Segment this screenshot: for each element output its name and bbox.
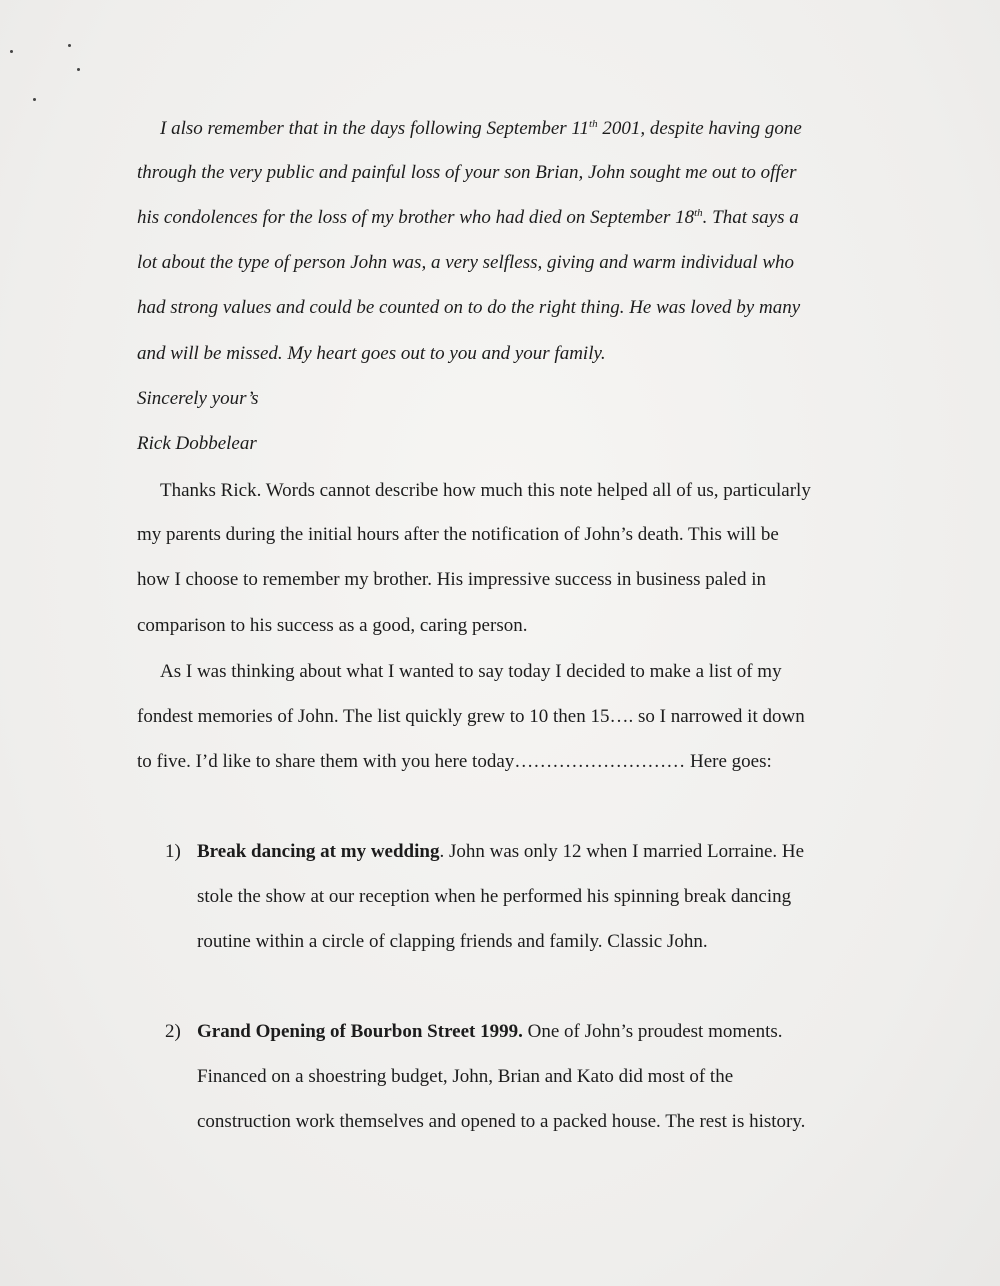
list-item-1-line-2: stole the show at our reception when he performed his spinning break dancing	[197, 886, 792, 907]
letter-line-3: his condolences for the loss of my brother who had died on September 18th. That says a	[137, 207, 799, 228]
letter-line-4: lot about the type of person John was, a very selfless, giving and warm individual who	[137, 252, 795, 273]
list-item-2-title: Grand Opening of Bourbon Street 1999.	[197, 1021, 523, 1042]
para2-line-3: to five. I’d like to share them with you here today……………………… Here goes:	[137, 751, 772, 772]
letter-line-6: and will be missed. My heart goes out to you and your family.	[137, 343, 606, 364]
para1-line-3: how I choose to remember my brother. His impressive success in business paled in	[137, 569, 766, 590]
letter-closing: Sincerely your’s	[137, 388, 259, 409]
scan-speck	[77, 68, 80, 71]
list-item-2-line-1: Grand Opening of Bourbon Street 1999. One of John’s proudest moments.	[197, 1021, 783, 1042]
letter-signature: Rick Dobbelear	[137, 433, 257, 454]
para1-line-2: my parents during the initial hours after the notification of John’s death. This will be	[137, 524, 779, 545]
list-item-1-line-3: routine within a circle of clapping friends and family. Classic John.	[197, 931, 708, 952]
list-item-2-line-3: construction work themselves and opened to a packed house. The rest is history.	[197, 1111, 806, 1132]
letter-line-2: through the very public and painful loss of your son Brian, John sought me out to offer	[137, 162, 797, 183]
list-item-1-line-1: Break dancing at my wedding. John was only 12 when I married Lorraine. He	[197, 841, 805, 862]
para2-line-1: As I was thinking about what I wanted to say today I decided to make a list of my	[160, 661, 782, 682]
list-number-1: 1)	[165, 841, 181, 862]
list-item-2-line-2: Financed on a shoestring budget, John, Brian and Kato did most of the	[197, 1066, 734, 1087]
scan-speck	[10, 50, 13, 53]
letter-line-1: I also remember that in the days following September 11th 2001, despite having gone	[160, 118, 802, 139]
list-item-1-title: Break dancing at my wedding	[197, 841, 440, 862]
para1-line-4: comparison to his success as a good, caring person.	[137, 615, 528, 636]
para2-line-2: fondest memories of John. The list quickly grew to 10 then 15…. so I narrowed it down	[137, 706, 805, 727]
scan-speck	[68, 44, 71, 47]
para1-line-1: Thanks Rick. Words cannot describe how much this note helped all of us, particularly	[160, 480, 811, 501]
scan-speck	[33, 98, 36, 101]
letter-line-5: had strong values and could be counted on to do the right thing. He was loved by many	[137, 297, 801, 318]
list-number-2: 2)	[165, 1021, 181, 1042]
